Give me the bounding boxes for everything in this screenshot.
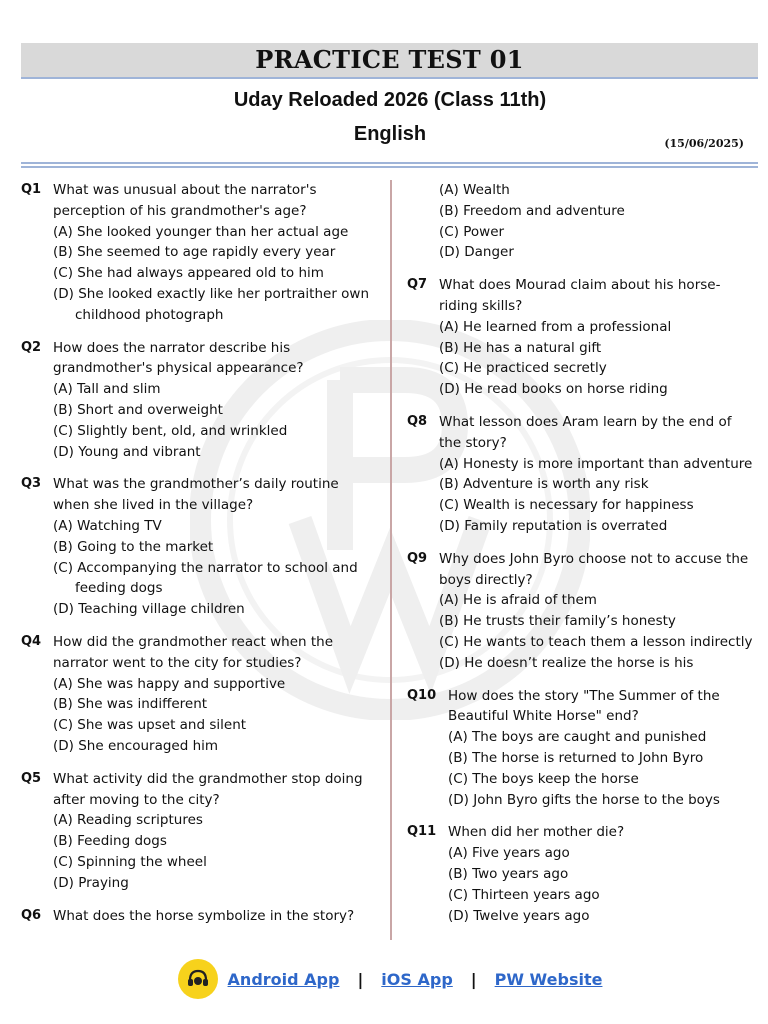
answer-option: (C) He practiced secretly xyxy=(439,360,607,377)
answer-option: (D) Danger xyxy=(439,244,514,261)
question-item xyxy=(407,180,757,263)
answer-option: (D) Family reputation is overrated xyxy=(439,517,668,534)
question-body xyxy=(53,474,371,620)
answer-option: (A) Honesty is more important than adventure xyxy=(439,455,753,472)
question-item xyxy=(407,412,757,537)
question-text: Why does John Byro choose not to accuse the boys directly? xyxy=(439,550,749,588)
question-text: When did her mother die? xyxy=(448,824,625,841)
question-text: What does Mourad claim about his horse-riding skills? xyxy=(439,277,721,314)
question-body xyxy=(53,906,371,927)
question-item xyxy=(21,906,371,927)
answer-option: (A) Reading scriptures xyxy=(53,812,203,829)
question-number: Q9 xyxy=(407,550,428,566)
header-rule-bottom xyxy=(21,166,758,168)
question-body xyxy=(439,549,757,674)
answer-option: (D) Praying xyxy=(53,874,129,891)
answer-option: (A) Wealth xyxy=(439,182,510,198)
column-divider xyxy=(390,180,392,940)
question-item xyxy=(21,338,371,463)
answer-option: (B) He trusts their family’s honesty xyxy=(439,613,676,630)
question-body xyxy=(448,686,757,811)
answer-option: (B) She was indifferent xyxy=(53,696,208,713)
question-column-left xyxy=(21,180,371,938)
answer-option: (C) Spinning the wheel xyxy=(53,853,207,870)
question-number: Q5 xyxy=(21,770,42,786)
answer-option: (B) Feeding dogs xyxy=(53,833,167,850)
answer-option: (B) He has a natural gift xyxy=(439,339,602,356)
answer-option: (C) Power xyxy=(439,223,505,240)
answer-option: (A) The boys are caught and punished xyxy=(448,729,707,746)
question-text: How does the story "The Summer of the Beautiful White Horse" end? xyxy=(448,687,720,725)
answer-option: (B) Two years ago xyxy=(448,865,569,882)
android-app-link[interactable]: Android App xyxy=(227,969,340,989)
question-number: Q1 xyxy=(21,182,42,197)
answer-option: (A) Watching TV xyxy=(53,517,162,534)
answer-option: (A) He learned from a professional xyxy=(439,318,672,335)
question-item xyxy=(21,769,371,894)
question-number: Q7 xyxy=(407,277,428,293)
answer-option: (B) Going to the market xyxy=(53,538,214,555)
question-item xyxy=(21,632,371,757)
answer-option: (C) She had always appeared old to him xyxy=(53,265,324,282)
question-item xyxy=(407,686,757,811)
question-item xyxy=(407,549,757,674)
answer-option: (D) She encouraged him xyxy=(53,737,219,754)
question-number: Q6 xyxy=(21,907,42,923)
question-number: Q8 xyxy=(407,413,428,429)
answer-option: (D) John Byro gifts the horse to the boys xyxy=(448,791,720,808)
question-number xyxy=(407,180,439,263)
question-column-right xyxy=(407,180,757,938)
question-body xyxy=(439,412,757,537)
test-date: (15/06/2025) xyxy=(664,137,744,150)
answer-option: (B) Adventure is worth any risk xyxy=(439,476,649,493)
link-separator: | xyxy=(470,969,477,989)
question-body xyxy=(448,822,757,926)
headset-icon xyxy=(183,964,213,994)
question-text: How does the narrator describe his grandmother's physical appearance? xyxy=(53,339,304,377)
answer-option: (C) Thirteen years ago xyxy=(448,886,600,903)
answer-option: (C) Accompanying the narrator to school and feeding dogs xyxy=(53,559,358,597)
question-text: What does the horse symbolize in the story? xyxy=(53,907,355,924)
page-title: PRACTICE TEST 01 xyxy=(255,45,524,74)
customer-service-logo xyxy=(178,959,218,999)
question-body xyxy=(439,180,757,263)
answer-option: (D) Young and vibrant xyxy=(53,443,201,460)
answer-option: (A) Five years ago xyxy=(448,845,570,862)
question-body xyxy=(439,275,757,400)
ios-app-link[interactable]: iOS App xyxy=(381,969,453,989)
question-number: Q11 xyxy=(407,824,437,840)
question-text: What activity did the grandmother stop doing after moving to the city? xyxy=(53,770,363,808)
answer-option: (D) Twelve years ago xyxy=(448,907,590,924)
footer-links xyxy=(0,957,768,1001)
answer-option: (B) Short and overweight xyxy=(53,401,223,418)
answer-option: (C) The boys keep the horse xyxy=(448,770,639,787)
answer-option: (B) Freedom and adventure xyxy=(439,202,625,219)
question-item xyxy=(407,275,757,400)
question-body xyxy=(53,769,371,894)
title-band xyxy=(21,43,758,79)
question-number: Q3 xyxy=(21,476,42,492)
subject-title: English xyxy=(353,123,427,145)
question-item xyxy=(407,822,757,926)
question-text: What was the grandmother’s daily routine when she lived in the village? xyxy=(53,476,339,514)
header-rule-top xyxy=(21,162,758,164)
answer-option: (A) She was happy and supportive xyxy=(53,675,286,692)
question-number: Q4 xyxy=(21,633,42,649)
course-subtitle: Uday Reloaded 2026 (Class 11th) xyxy=(233,89,547,111)
question-text: What was unusual about the narrator's perception of his grandmother's age? xyxy=(53,182,317,219)
answer-option: (C) Wealth is necessary for happiness xyxy=(439,497,694,514)
question-body xyxy=(53,180,371,326)
answer-option: (B) She seemed to age rapidly every year xyxy=(53,244,336,261)
answer-option: (A) He is afraid of them xyxy=(439,592,597,609)
question-item xyxy=(21,474,371,620)
answer-option: (C) Slightly bent, old, and wrinkled xyxy=(53,422,288,439)
question-text: How did the grandmother react when the narrator went to the city for studies? xyxy=(53,633,334,671)
question-text: What lesson does Aram learn by the end of the story? xyxy=(439,413,732,451)
answer-option: (C) She was upset and silent xyxy=(53,717,247,734)
pw-website-link[interactable]: PW Website xyxy=(494,969,603,989)
link-separator: | xyxy=(357,969,364,989)
answer-option: (B) The horse is returned to John Byro xyxy=(448,749,704,766)
answer-option: (D) He doesn’t realize the horse is his xyxy=(439,654,694,671)
answer-option: (C) He wants to teach them a lesson indirectly xyxy=(439,633,753,650)
answer-option: (A) Tall and slim xyxy=(53,381,161,398)
question-number: Q2 xyxy=(21,339,42,355)
answer-option: (A) She looked younger than her actual age xyxy=(53,223,349,240)
question-body xyxy=(53,632,371,757)
question-body xyxy=(53,338,371,463)
question-item xyxy=(21,180,371,326)
answer-option: (D) He read books on horse riding xyxy=(439,381,668,398)
answer-option: (D) Teaching village children xyxy=(53,601,245,618)
question-number: Q10 xyxy=(407,687,437,703)
answer-option: (D) She looked exactly like her portraither own childhood photograph xyxy=(53,285,370,323)
